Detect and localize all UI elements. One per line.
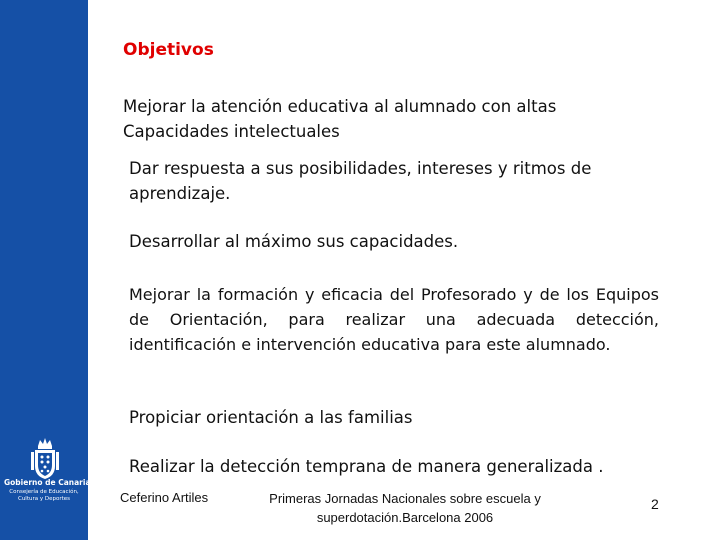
footer-event (250, 489, 560, 527)
objective-3-line-1: Desarrollar al máximo sus capacidades. (129, 232, 459, 251)
objective-1-line-2: Capacidades intelectuales (123, 122, 340, 141)
footer-event-line-1: Primeras Jornadas Nacionales sobre escuela y (269, 491, 541, 506)
objective-1-line-1: Mejorar la atención educativa al alumnado con altas (123, 97, 557, 116)
objective-2 (129, 156, 591, 206)
objective-1 (123, 94, 556, 144)
objective-2-line-1: Dar respuesta a sus posibilidades, intereses y ritmos de (129, 159, 592, 178)
objective-5 (129, 405, 412, 430)
org-name: Gobierno de Canarias (4, 478, 95, 487)
objective-6 (129, 454, 604, 479)
org-department: Consejería de Educación, Cultura y Deportes (9, 489, 79, 502)
sidebar (0, 0, 95, 540)
slide-title: Objetivos (123, 40, 214, 60)
objective-5-line-1: Propiciar orientación a las familias (129, 408, 413, 427)
objective-6-line-1: Realizar la detección temprana de manera generalizada . (129, 457, 604, 476)
page-number: 2 (651, 496, 659, 512)
footer-author: Ceferino Artiles (120, 490, 209, 505)
footer-event-line-2: superdotación.Barcelona 2006 (316, 510, 494, 525)
objective-3 (129, 229, 458, 254)
objective-4: Mejorar la formación y eficacia del Profesorado y de los Equipos de Orientación, para realizar una adecuada detección, identificación e intervención educativa para este alumnado. (129, 285, 659, 354)
objective-2-line-2: aprendizaje. (129, 184, 231, 203)
coat-of-arms-icon (30, 436, 60, 480)
